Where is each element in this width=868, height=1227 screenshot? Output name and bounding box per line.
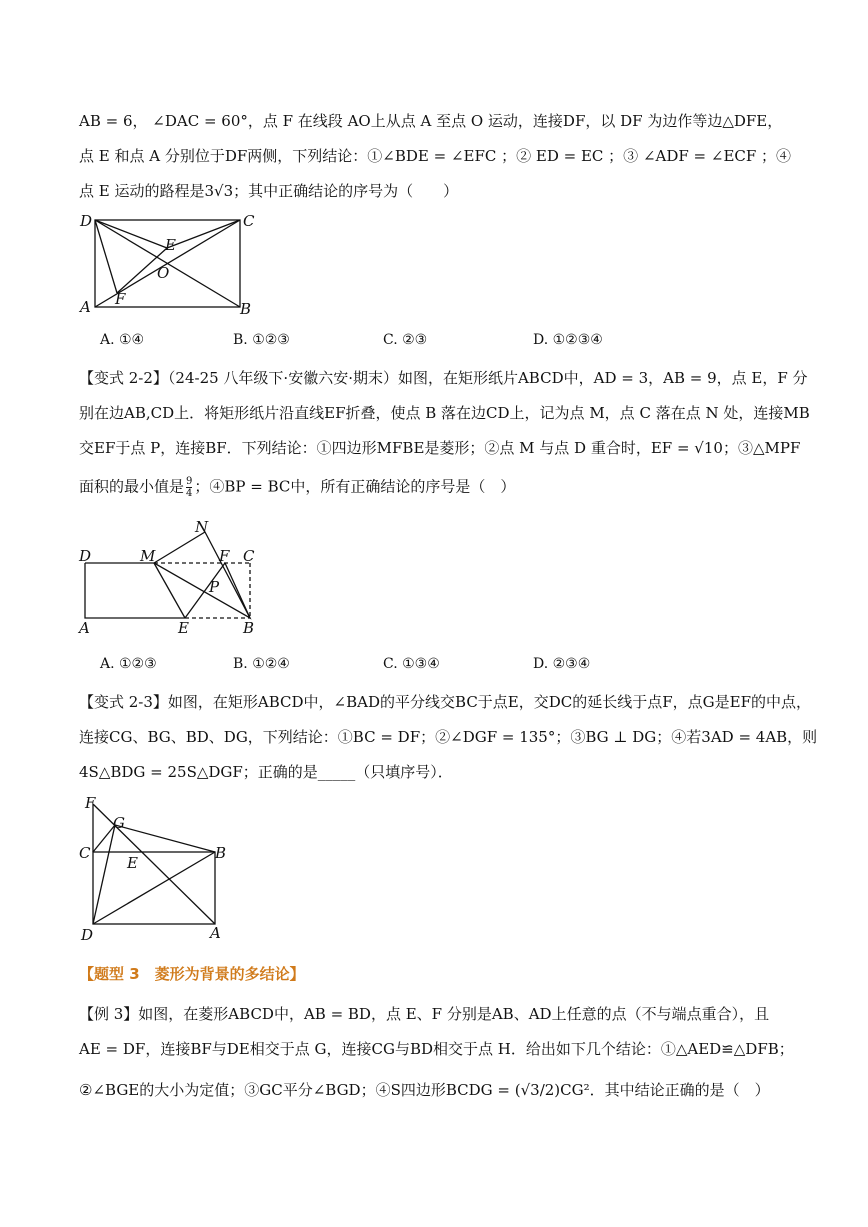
problem2-line4 (79, 476, 515, 499)
fraction-numerator: 9 (186, 476, 193, 487)
problem1-line3: 点 E 运动的路程是3√3；其中正确结论的序号为（ ） (79, 182, 459, 200)
option-a[interactable]: A. ①④ (100, 332, 145, 348)
line4-prefix: 面积的最小值是 (79, 477, 185, 496)
label-F: F (219, 547, 230, 565)
problem1-line1: AB = 6， ∠DAC = 60°，点 F 在线段 AO上从点 A 至点 O 运动，连接DF，以 DF 为边作等边△DFE， (79, 112, 783, 130)
label-C: C (243, 212, 255, 230)
option-c[interactable]: C. ②③ (383, 332, 428, 348)
figure-3-rectangle (75, 792, 235, 942)
option-a[interactable]: A. ①②③ (100, 656, 157, 672)
example3-line3: ②∠BGE的大小为定值；③GC平分∠BGD；④S四边形BCDG = (√3/2)CG²．其中结论正确的是（ ） (79, 1081, 770, 1099)
label-A: A (79, 619, 90, 637)
option-b[interactable]: B. ①②④ (233, 656, 290, 672)
label-G: G (113, 814, 125, 832)
label-M: M (140, 547, 156, 565)
label-C: C (79, 844, 91, 862)
problem2-options (100, 656, 800, 676)
label-D: D (81, 926, 94, 942)
fraction (186, 476, 192, 499)
problem2-line2: 别在边AB,CD上．将矩形纸片沿直线EF折叠，使点 B 落在边CD上，记为点 M，点 C 落在点 N 处，连接MB (79, 404, 810, 422)
label-A: A (210, 924, 221, 942)
label-F: F (115, 290, 126, 308)
example3-line1: 【例 3】如图，在菱形ABCD中，AB = BD，点 E、F 分别是AB、AD上任意的点（不与端点重合），且 (79, 1005, 770, 1023)
label-B: B (215, 844, 227, 862)
label-N: N (195, 518, 209, 536)
label-O: O (157, 264, 170, 282)
label-B: B (243, 619, 255, 637)
fraction-denominator: 4 (186, 488, 193, 499)
problem1-line2: 点 E 和点 A 分别位于DF两侧，下列结论：①∠BDE = ∠EFC ；② ED = EC ；③ ∠ADF = ∠ECF ；④ (79, 147, 792, 165)
label-C: C (243, 547, 255, 565)
problem2-line3: 交EF于点 P，连接BF．下列结论：①四边形MFBE是菱形；②点 M 与点 D 重合时，EF = √10；③△MPF (79, 439, 801, 457)
label-E: E (165, 236, 176, 254)
option-b[interactable]: B. ①②③ (233, 332, 290, 348)
label-F: F (85, 794, 96, 812)
problem2-line1: 【变式 2-2】（24-25 八年级下·安徽六安·期末）如图，在矩形纸片ABCD中，AD = 3，AB = 9，点 E，F 分 (79, 369, 808, 387)
figure-1-rectangle (75, 208, 265, 318)
example3-line2: AE = DF，连接BF与DE相交于点 G，连接CG与BD相交于点 H．给出如下几个结论：①△AED≌△DFB； (79, 1040, 794, 1058)
option-c[interactable]: C. ①③④ (383, 656, 440, 672)
label-D: D (80, 212, 93, 230)
line4-suffix: ；④BP = BC中，所有正确结论的序号是（ ） (194, 477, 516, 496)
label-E: E (178, 619, 189, 637)
label-E: E (127, 854, 138, 872)
label-P: P (209, 578, 220, 596)
figure-2-folded-rectangle (75, 518, 275, 638)
option-d[interactable]: D. ②③④ (533, 656, 591, 672)
label-D: D (79, 547, 92, 565)
section-heading: 【题型 3 菱形为背景的多结论】 (79, 965, 305, 983)
problem3-line1: 【变式 2-3】如图，在矩形ABCD中，∠BAD的平分线交BC于点E，交DC的延长线于点F，点G是EF的中点， (79, 693, 811, 711)
label-B: B (240, 300, 252, 318)
problem3-line3: 4S△BDG = 25S△DGF；正确的是_____（只填序号）． (79, 763, 453, 781)
option-d[interactable]: D. ①②③④ (533, 332, 603, 348)
problem1-options (100, 332, 800, 352)
problem3-line2: 连接CG、BG、BD、DG，下列结论：①BC = DF；②∠DGF = 135°；③BG ⊥ DG；④若3AD = 4AB，则 (79, 728, 818, 746)
label-A: A (80, 298, 91, 316)
